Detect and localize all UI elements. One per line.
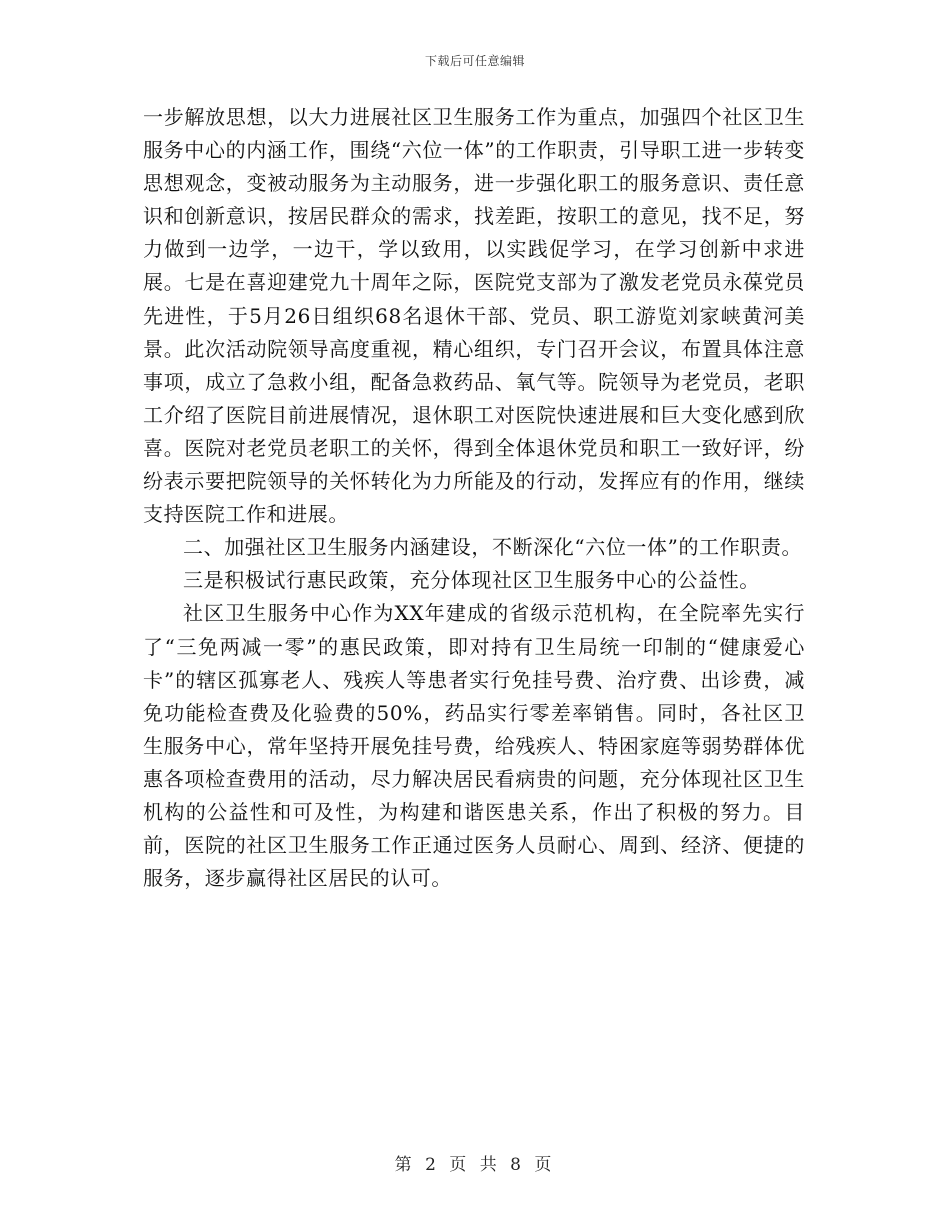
paragraph-body: 社区卫生服务中心作为XX年建成的省级示范机构，在全院率先实行了“三免两减一零”的惠民政策，即对持有卫生局统一印制的“健康爱心卡”的辖区孤寡老人、残疾人等患者实行免挂号费、治疗费、出诊费，减免功能检查费及化验费的50%，药品实行零差率销售。同时，各社区卫生服务中心，常年坚持开展免挂号费，给残疾人、特困家庭等弱势群体优惠各项检查费用的活动，尽力解决居民看病贵的问题，充分体现社区卫生机构的公益性和可及性，为构建和谐医患关系，作出了积极的努力。目前，医院的社区卫生服务工作正通过医务人员耐心、周到、经济、便捷的服务，逐步赢得社区居民的认可。 [143, 601, 805, 891]
page-header: 下载后可任意编辑 [424, 54, 525, 68]
document-body [143, 101, 805, 895]
subsection-heading: 三是积极试行惠民政策，充分体现社区卫生服务中心的公益性。 [183, 568, 760, 593]
section-heading: 二、加强社区卫生服务内涵建设，不断深化“六位一体”的工作职责。 [183, 535, 803, 560]
paragraph-continuation: 一步解放思想，以大力进展社区卫生服务工作为重点，加强四个社区卫生服务中心的内涵工作，围绕“六位一体”的工作职责，引导职工进一步转变思想观念，变被动服务为主动服务，进一步强化职工的服务意识、责任意识和创新意识，按居民群众的需求，找差距，按职工的意见，找不足，努力做到一边学，一边干，学以致用，以实践促学习，在学习创新中求进展。七是在喜迎建党九十周年之际，医院党支部为了激发老党员永葆党员先进性，于5月26日组织68名退休干部、党员、职工游览刘家峡黄河美景。此次活动院领导高度重视，精心组织，专门召开会议，布置具体注意事项，成立了急救小组，配备急救药品、氧气等。院领导为老党员，老职工介绍了医院目前进展情况，退休职工对医院快速进展和巨大变化感到欣喜。医院对老党员老职工的关怀，得到全体退休党员和职工一致好评，纷纷表示要把院领导的关怀转化为力所能及的行动，发挥应有的作用，继续支持医院工作和进展。 [143, 105, 805, 527]
page-number-footer: 第 2 页 共 8 页 [394, 1155, 556, 1175]
